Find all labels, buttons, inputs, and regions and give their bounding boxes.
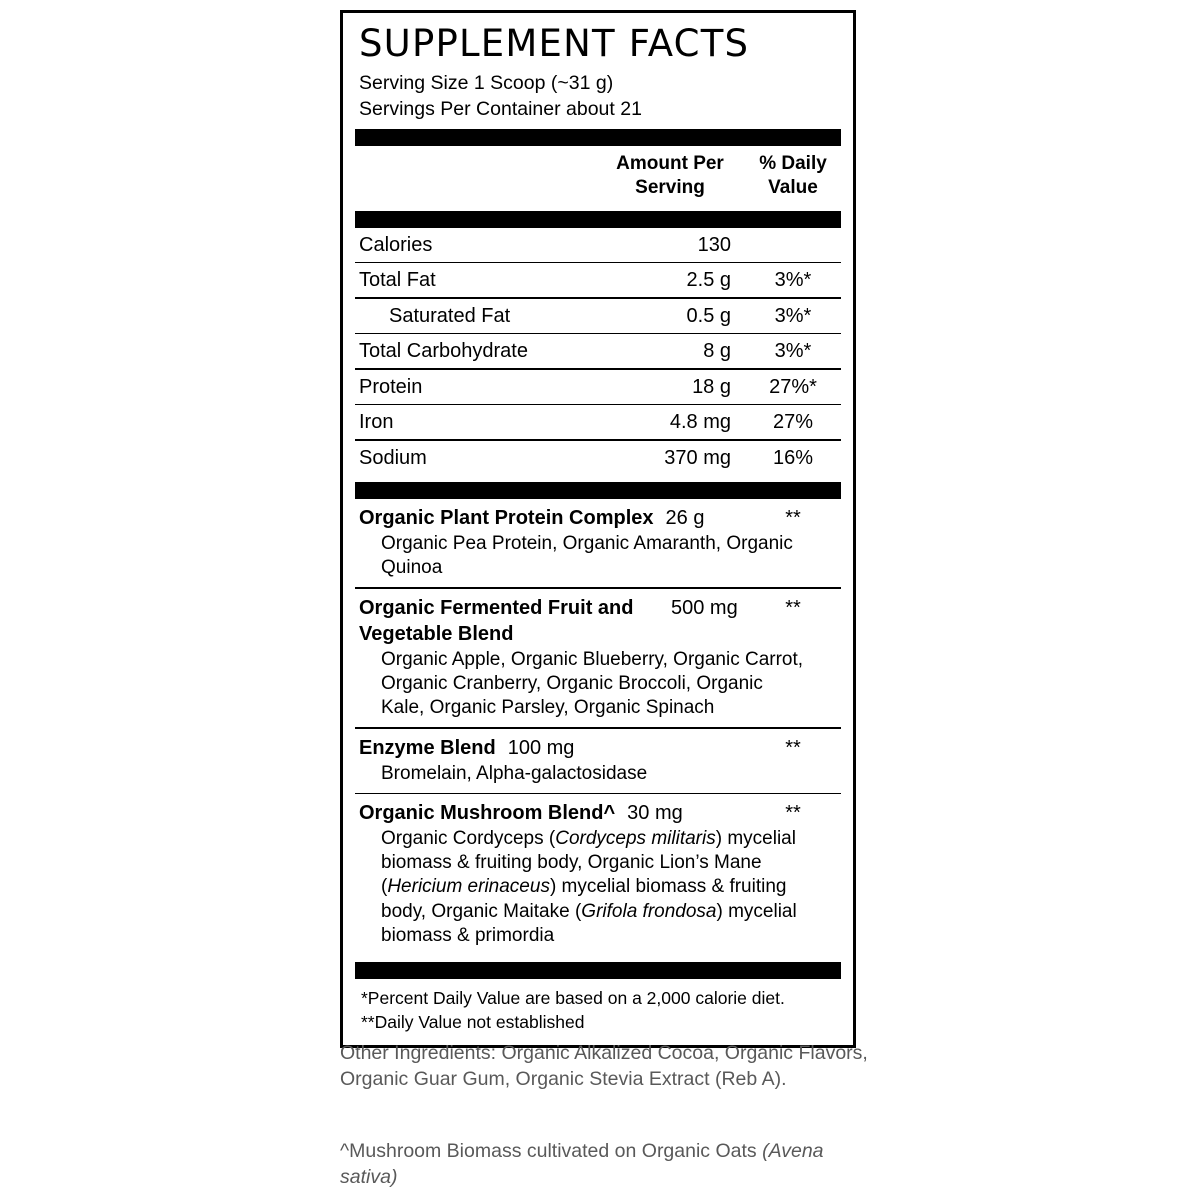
nutrient-amount: 18 g (692, 375, 731, 398)
nutrient-dv: 16% (772, 446, 814, 469)
header-dv-line1: % Daily (759, 153, 827, 175)
nutrient-amount: 0.5 g (686, 304, 731, 327)
footnotes (355, 979, 841, 1035)
blend-amount: 26 g (665, 506, 705, 529)
divider-thick-header (355, 211, 841, 228)
blend-ingredients: Organic Pea Protein, Organic Amaranth, Organic Quinoa (381, 532, 793, 579)
nutrient-dv: 27%* (769, 375, 817, 398)
nutrient-amount: 4.8 mg (669, 411, 731, 434)
blend-rows (355, 499, 841, 955)
blend-amount: 500 mg (671, 596, 738, 619)
nutrient-name: Iron (359, 411, 394, 434)
nutrient-name: Total Fat (359, 269, 436, 292)
blend-title: Organic Fermented Fruit and Vegetable Blend (359, 596, 634, 645)
table-row (355, 228, 841, 262)
header-amount-line2: Serving (635, 177, 705, 199)
supplement-facts-panel (340, 10, 856, 1048)
page-title: SUPPLEMENT FACTS (359, 22, 750, 65)
serving-size: Serving Size 1 Scoop (~31 g) (359, 71, 614, 94)
blend-title: Organic Mushroom Blend^ (359, 802, 616, 825)
blend-plant-protein (355, 499, 841, 587)
table-row (355, 299, 841, 333)
header-amount-line1: Amount Per (616, 153, 724, 175)
nutrient-rows (355, 228, 841, 475)
blend-ingredients: Organic Apple, Organic Blueberry, Organic Carrot, Organic Cranberry, Organic Broccoli, Organic Kale, Organic Parsley, Organic Spinach (381, 648, 804, 718)
header-dv-line2: Value (768, 177, 818, 199)
header-daily-value (745, 152, 841, 200)
nutrient-amount: 130 (697, 233, 731, 256)
blend-header (355, 505, 841, 531)
blend-enzyme (355, 729, 841, 793)
blend-mushroom (355, 794, 841, 955)
table-header-row (355, 146, 841, 204)
nutrient-amount: 8 g (703, 340, 731, 363)
blend-amount: 100 mg (507, 736, 575, 759)
blend-fruit-vegetable (355, 589, 841, 727)
blend-dv: ** (785, 736, 801, 759)
blend-dv: ** (785, 596, 801, 619)
blend-dv: ** (785, 506, 801, 529)
nutrient-dv: 27% (772, 411, 814, 434)
nutrient-name: Total Carbohydrate (359, 340, 528, 363)
nutrient-name: Saturated Fat (389, 304, 511, 327)
table-row (355, 263, 841, 297)
table-row (355, 370, 841, 404)
nutrient-dv: 3%* (774, 304, 812, 327)
nutrient-name: Sodium (359, 446, 427, 469)
blend-header (355, 800, 841, 826)
mushroom-biomass-note: ^Mushroom Biomass cultivated on Organic Oats (Avena sativa) (340, 1140, 824, 1189)
nutrient-name: Protein (359, 375, 423, 398)
footnote-daily-value: *Percent Daily Value are based on a 2,000 calorie diet. (361, 987, 785, 1008)
divider-thick-blends (355, 482, 841, 499)
table-row (355, 334, 841, 368)
blend-title: Organic Plant Protein Complex (359, 506, 654, 529)
divider-thick-footnotes (355, 962, 841, 979)
nutrient-dv: 3%* (774, 340, 812, 363)
nutrient-amount: 370 mg (664, 446, 731, 469)
nutrient-amount: 2.5 g (686, 269, 731, 292)
other-ingredients: Other Ingredients: Organic Alkalized Cocoa, Organic Flavors, Organic Guar Gum, Organic Stevia Extract (Reb A). (340, 1042, 868, 1091)
blend-dv: ** (785, 802, 801, 825)
nutrient-name: Calories (359, 233, 433, 256)
table-row (355, 405, 841, 439)
servings-per-container: Servings Per Container about 21 (359, 98, 642, 121)
table-row (355, 441, 841, 475)
header-amount-per-serving (595, 152, 745, 200)
blend-title: Enzyme Blend (359, 736, 496, 759)
blend-ingredients: Bromelain, Alpha-galactosidase (381, 762, 648, 784)
blend-amount: 30 mg (627, 802, 683, 825)
footnote-dv-not-established: **Daily Value not established (361, 1012, 585, 1033)
blend-header (355, 735, 841, 761)
nutrient-dv: 3%* (774, 269, 812, 292)
blend-ingredients: Organic Cordyceps (Cordyceps militaris) mycelial biomass & fruiting body, Organic Lion’s Mane (Hericium erinaceus) mycelial biomass & fruiting body, Organic Maitake (Grifola frondosa) mycelial biomass & primordia (381, 828, 797, 946)
blend-header (355, 595, 841, 647)
divider-thick-top (355, 129, 841, 146)
